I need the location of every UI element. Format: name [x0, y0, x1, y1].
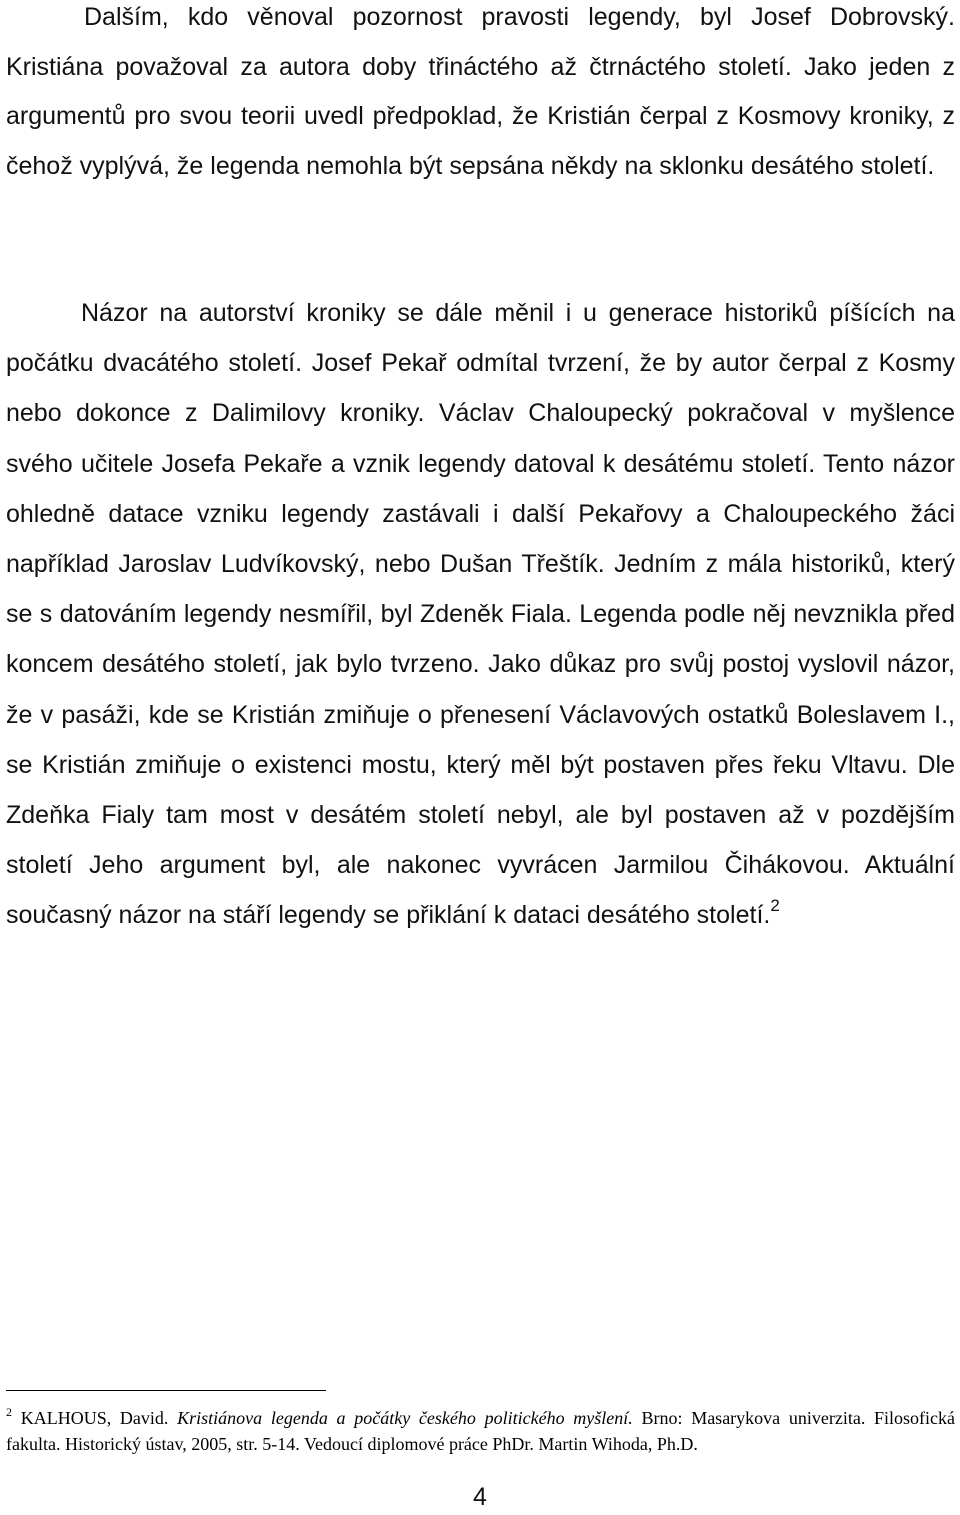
footnote-reference[interactable]: 2	[770, 896, 780, 916]
footnote-author: KALHOUS, David.	[20, 1408, 169, 1428]
paragraph-text: Názor na autorství kroniky se dále měnil i u generace historiků píšících na počátku dvacátého století. Josef Pekař odmítal tvrzení, že by autor čerpal z Kosmy nebo dokonce z Dalimilovy kroniky. Václav Chaloupecký pokračoval v myšlence svého učitele Josefa Pekaře a vznik legendy datoval k desátému století. Tento názor ohledně datace vzniku legendy zastávali i další Pekařovy a Chaloupeckého žáci například Jaroslav Ludvíkovský, nebo Dušan Třeštík. Jedním z mála historiků, který se s datováním legendy nesmířil, byl Zdeněk Fiala. Legenda podle něj nevznikla před koncem desátého století, jak bylo tvrzeno. Jako důkaz pro svůj postoj vyslovil názor, že v pasáži, kde se Kristián zmiňuje o přenesení Václavových ostatků Boleslavem I., se Kristián zmiňuje o existenci mostu, který měl být postaven přes řeku Vltavu. Dle Zdeňka Fialy tam most v desátém století nebyl, ale byl postaven až v pozdějším století Jeho argument byl, ale nakonec vyvrácen Jarmilou Čihákovou. Aktuální současný názor na stáří legendy se přiklání k dataci desátého století.	[6, 299, 955, 930]
paragraph-authorship	[6, 288, 955, 941]
footnote	[6, 1405, 955, 1457]
footnote-separator	[6, 1390, 326, 1391]
page-number: 4	[473, 1483, 487, 1511]
paragraph-dobrovsky	[6, 0, 955, 191]
footnote-title: Kristiánova legenda a počátky českého politického myšlení.	[177, 1408, 633, 1428]
footnote-publication: Brno: Masarykova univerzita. Filosofická fakulta. Historický ústav, 2005, str. 5-14. Vedoucí diplomové práce PhDr. Martin Wihoda, Ph.D.	[6, 1408, 956, 1454]
footnote-number: 2	[6, 1405, 12, 1419]
paragraph-text: Dalším, kdo věnoval pozornost pravosti legendy, byl Josef Dobrovský. Kristiána považoval za autora doby třináctého až čtrnáctého století. Jako jeden z argumentů pro svou teorii uvedl předpoklad, že Kristián čerpal z Kosmovy kroniky, z čehož vyplývá, že legenda nemohla být sepsána někdy na sklonku desátého století.	[6, 3, 955, 180]
